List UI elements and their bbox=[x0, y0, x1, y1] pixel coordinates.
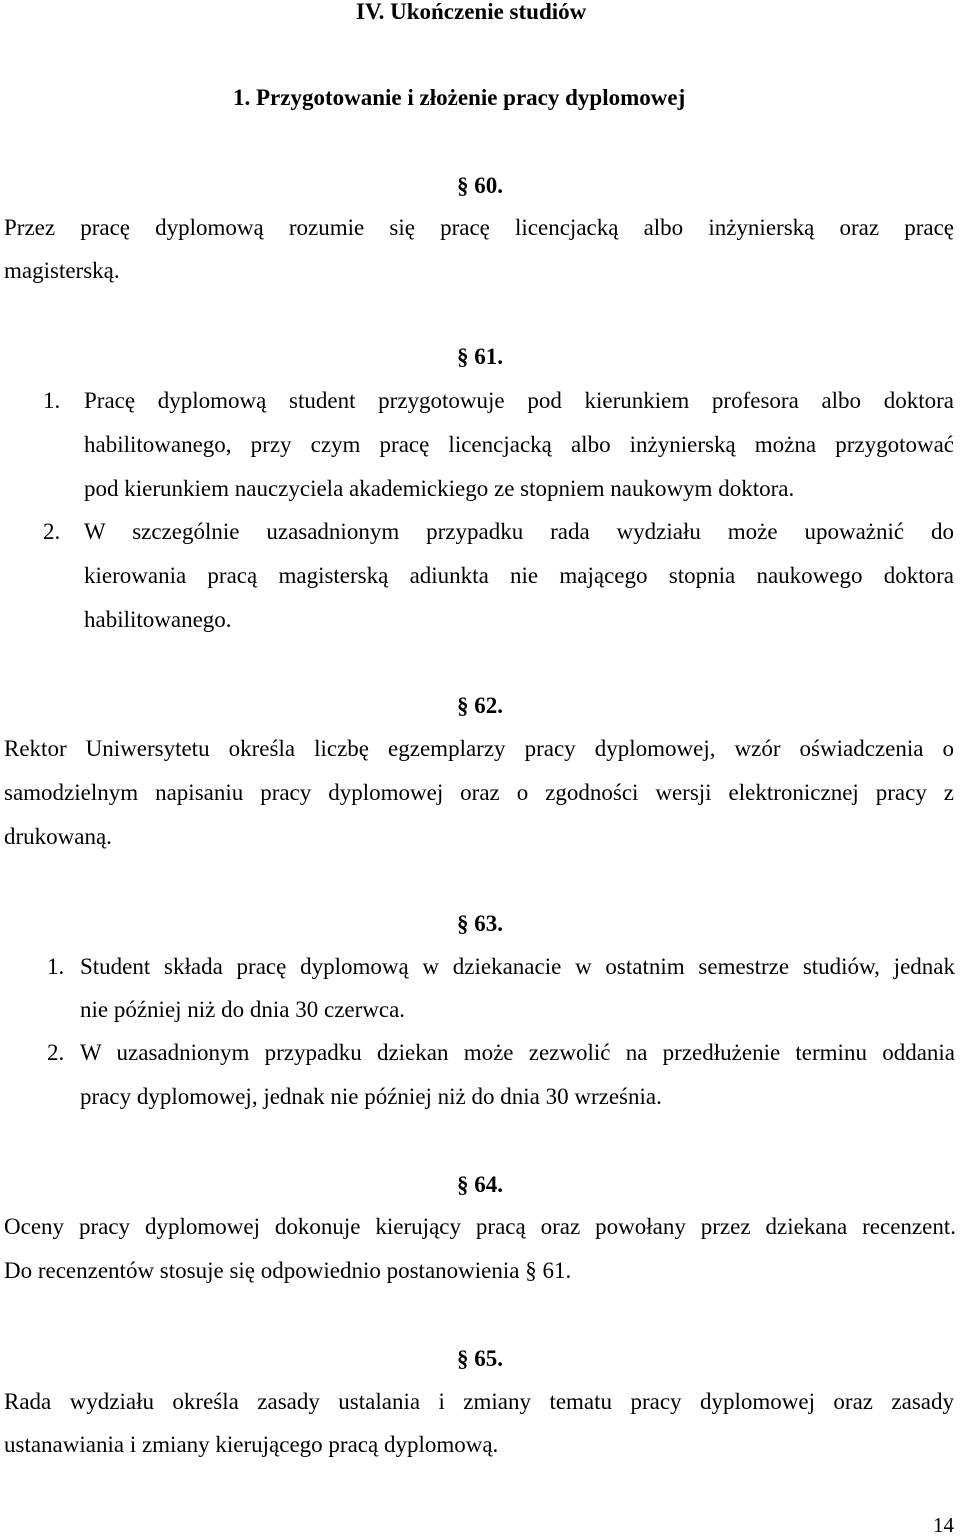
paragraph-heading-65: § 65. bbox=[457, 1346, 503, 1371]
paragraph-63-item-1-line: nie później niż do dnia 30 czerwca. bbox=[80, 997, 406, 1022]
paragraph-65-line: Rada wydziału określa zasady ustalania i zmiany tematu pracy dyplomowej oraz zasady bbox=[4, 1389, 954, 1414]
item-number: 1. bbox=[43, 388, 61, 413]
paragraph-heading-62: § 62. bbox=[457, 693, 503, 718]
paragraph-61-item-1-line: habilitowanego, przy czym pracę licencjacką albo inżynierską można przygotować bbox=[84, 432, 954, 457]
paragraph-heading-64: § 64. bbox=[457, 1172, 503, 1197]
paragraph-61-item-2-line: kierowania pracą magisterską adiunkta nie mającego stopnia naukowego doktora bbox=[84, 563, 954, 588]
item-number: 1. bbox=[47, 954, 65, 979]
paragraph-63-item-1-line: Student składa pracę dyplomową w dziekanacie w ostatnim semestrze studiów, jednak bbox=[80, 954, 955, 979]
paragraph-heading-60: § 60. bbox=[457, 173, 503, 198]
paragraph-64-line: Do recenzentów stosuje się odpowiednio postanowienia § 61. bbox=[4, 1258, 572, 1283]
chapter-title: IV. Ukończenie studiów bbox=[356, 0, 587, 24]
paragraph-heading-61: § 61. bbox=[457, 344, 503, 369]
paragraph-63-item-2-line: pracy dyplomowej, jednak nie później niż do dnia 30 września. bbox=[80, 1084, 662, 1109]
paragraph-64-line: Oceny pracy dyplomowej dokonuje kierujący pracą oraz powołany przez dziekana recenzent. bbox=[4, 1214, 956, 1239]
paragraph-60-line: Przez pracę dyplomową rozumie się pracę licencjacką albo inżynierską oraz pracę bbox=[4, 215, 954, 240]
item-number: 2. bbox=[47, 1040, 65, 1065]
paragraph-heading-63: § 63. bbox=[457, 911, 503, 936]
paragraph-60-line: magisterską. bbox=[4, 258, 120, 283]
item-number: 2. bbox=[43, 519, 61, 544]
paragraph-62-line: samodzielnym napisaniu pracy dyplomowej oraz o zgodności wersji elektronicznej pracy z bbox=[4, 780, 954, 805]
page-number: 14 bbox=[933, 1513, 954, 1537]
paragraph-62-line: drukowaną. bbox=[4, 824, 112, 849]
paragraph-61-item-2-line: W szczególnie uzasadnionym przypadku rada wydziału może upoważnić do bbox=[84, 519, 954, 544]
paragraph-65-line: ustanawiania i zmiany kierującego pracą dyplomową. bbox=[4, 1432, 499, 1457]
paragraph-61-item-2-line: habilitowanego. bbox=[84, 607, 232, 632]
paragraph-62-line: Rektor Uniwersytetu określa liczbę egzemplarzy pracy dyplomowej, wzór oświadczenia o bbox=[4, 736, 954, 761]
section-title: 1. Przygotowanie i złożenie pracy dyplomowej bbox=[233, 85, 686, 110]
paragraph-61-item-1-line: Pracę dyplomową student przygotowuje pod kierunkiem profesora albo doktora bbox=[84, 388, 954, 413]
paragraph-61-item-1-line: pod kierunkiem nauczyciela akademickiego ze stopniem naukowym doktora. bbox=[84, 476, 795, 501]
paragraph-63-item-2-line: W uzasadnionym przypadku dziekan może zezwolić na przedłużenie terminu oddania bbox=[80, 1040, 955, 1065]
